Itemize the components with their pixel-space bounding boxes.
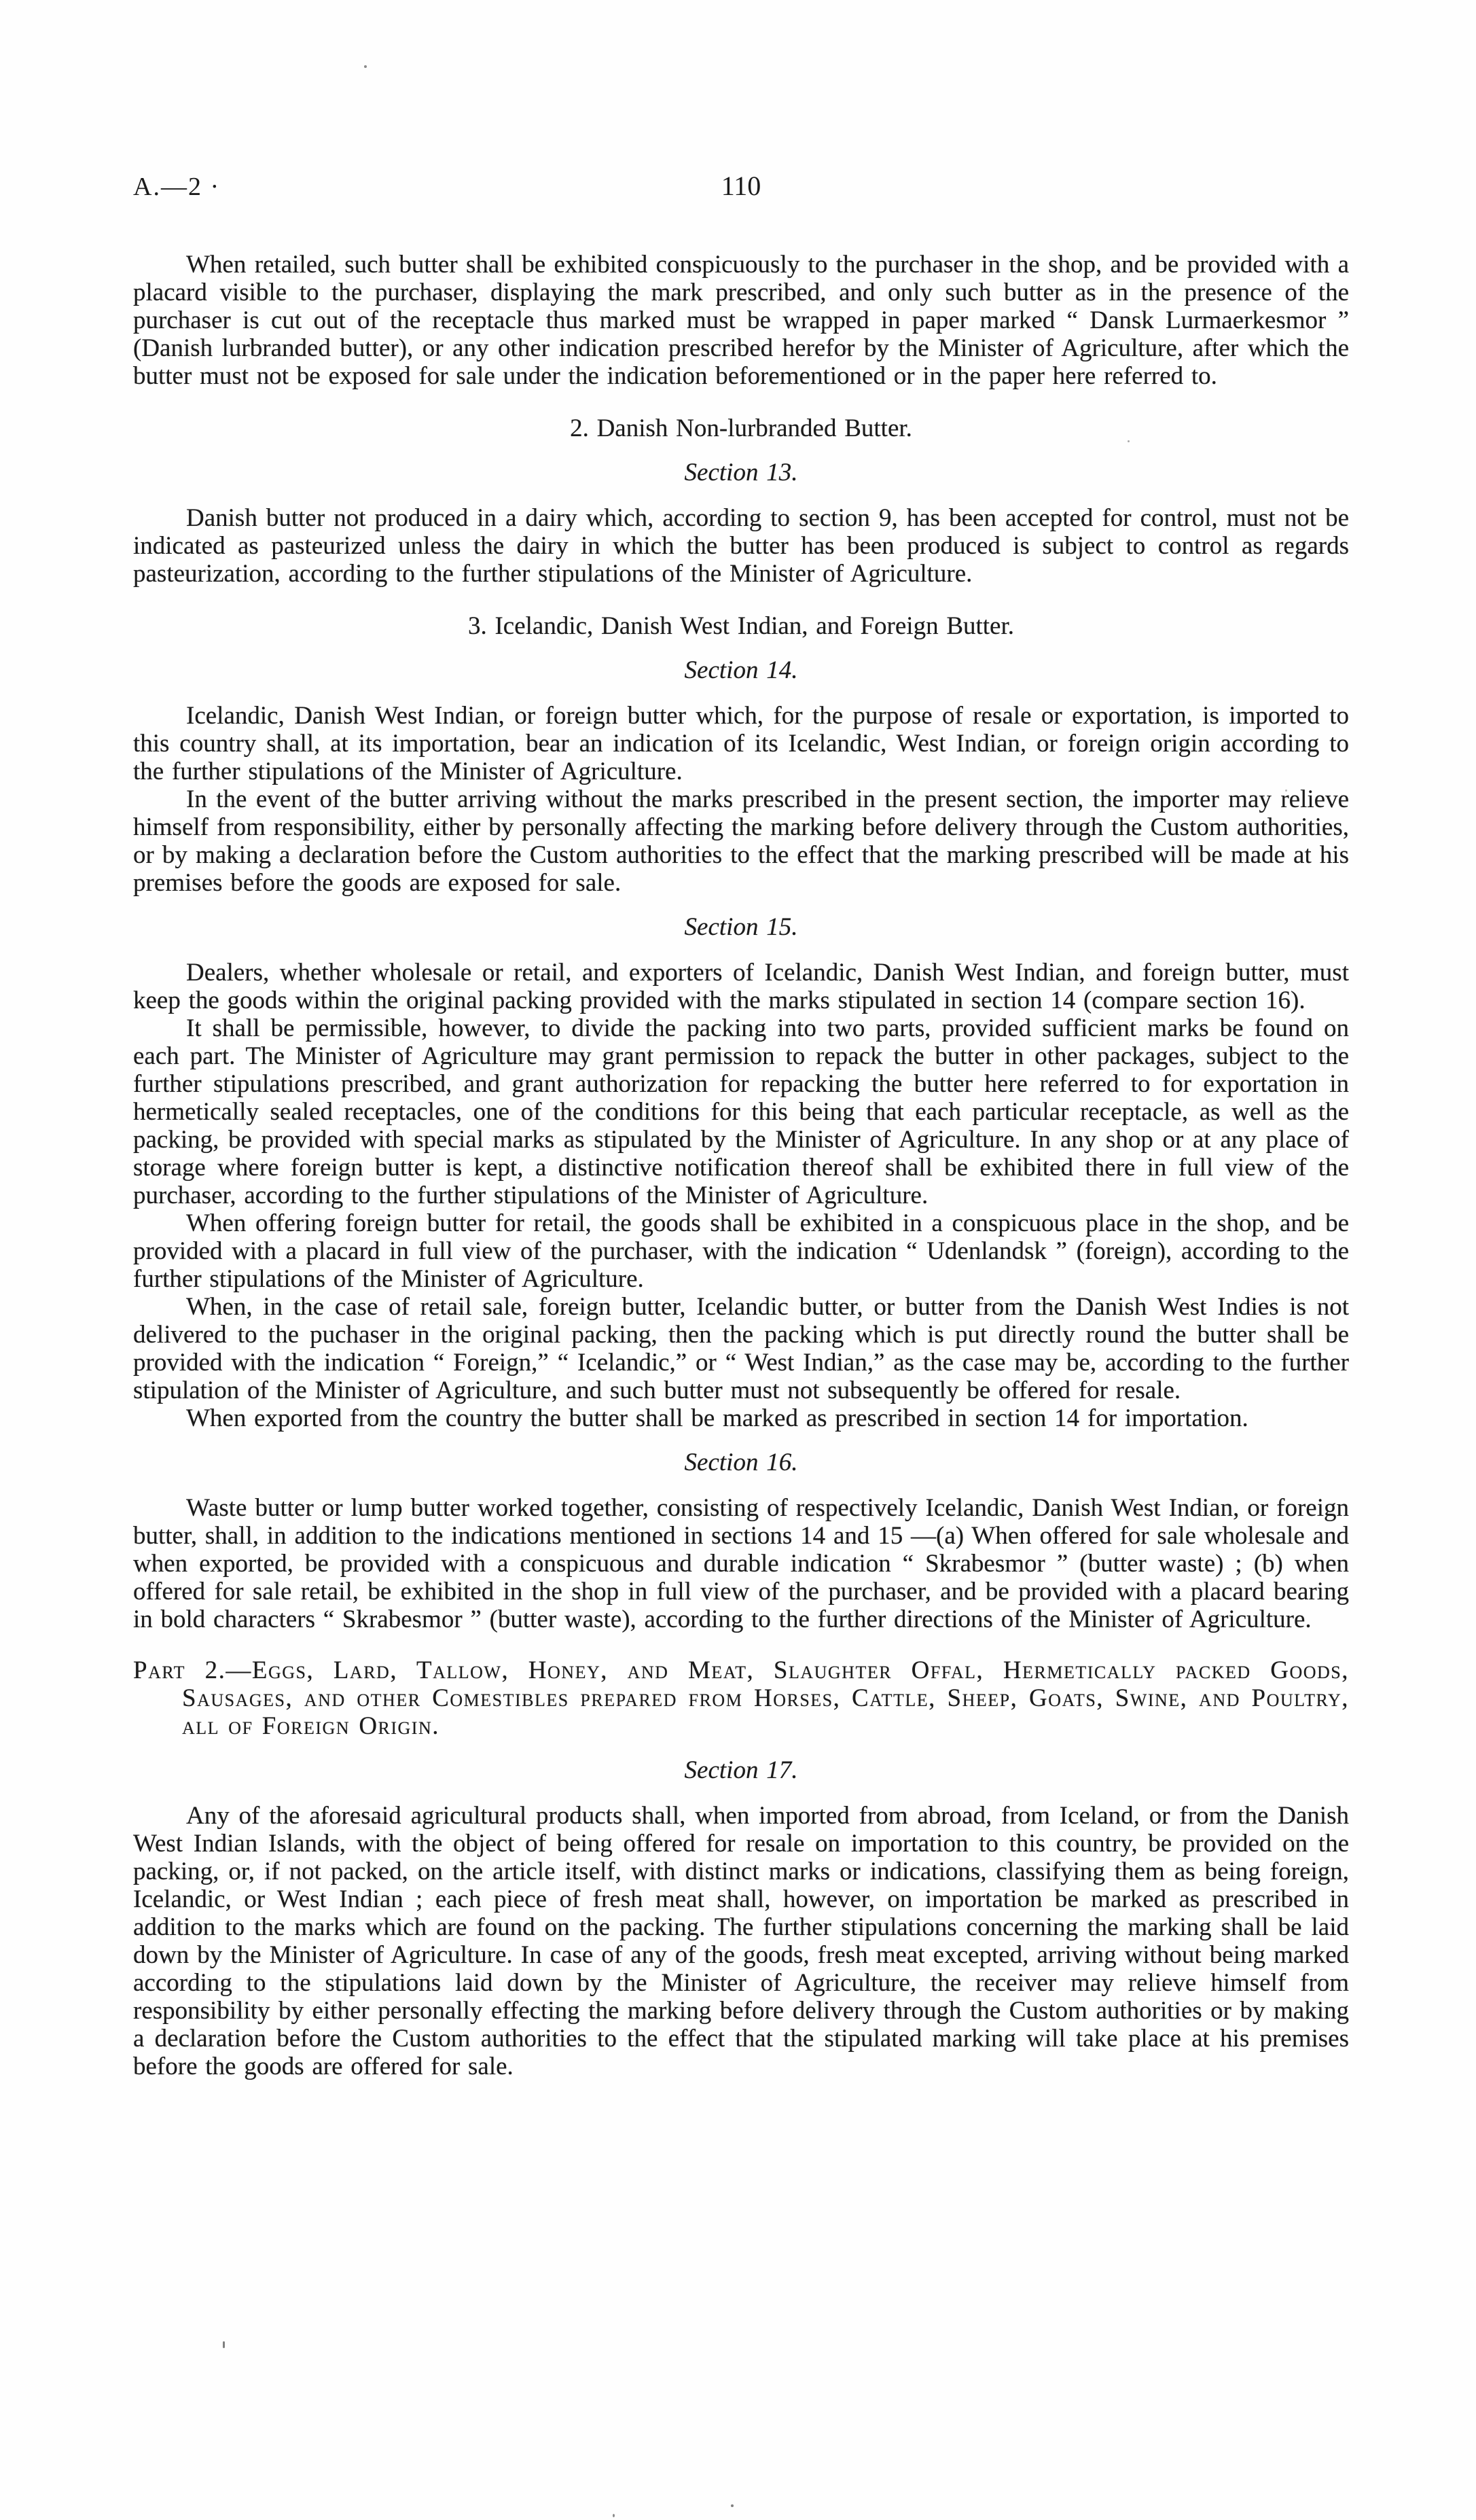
scan-speck (1128, 440, 1130, 442)
section-14-paragraph-1: Icelandic, Danish West Indian, or foreign butter which, for the purpose of resale or exportation, is imported to this country shall, at its importation, bear an indication of its Icelandic, West Indian, or foreign origin according to the further stipulations of the Minister of Agriculture. (133, 702, 1349, 785)
section-15-paragraph-5: When exported from the country the butter shall be marked as prescribed in section 14 for importation. (186, 1404, 1248, 1432)
section-14-label: Section 14. (684, 656, 798, 684)
scan-speck (364, 65, 367, 68)
scan-speck (846, 348, 848, 351)
heading-danish-non-lurbranded-butter: 2. Danish Non-lurbranded Butter. (570, 414, 912, 442)
page-number: 110 (721, 171, 761, 201)
scan-speck (613, 2514, 615, 2517)
scan-speck (731, 2504, 734, 2507)
section-17-label: Section 17. (684, 1756, 798, 1784)
section-15-label: Section 15. (684, 913, 798, 941)
text-column (133, 170, 1349, 2080)
volume-label: A.—2 · (133, 173, 221, 201)
page-header (133, 170, 1349, 202)
paragraph-when-retailed: When retailed, such butter shall be exhibited conspicuously to the purchaser in the shop, and be provided with a placard visible to the purchaser, displaying the mark prescribed, and only such butter as in the presence of the purchaser is cut out of the receptacle thus marked must be wrapped in paper marked “ Dansk Lurmaerkesmor ” (Danish lurbranded butter), or any other indication prescribed herefor by the Minister of Agriculture, after which the butter must not be exposed for sale under the indication beforementioned or in the paper here referred to. (133, 251, 1349, 390)
section-13-label: Section 13. (684, 459, 798, 486)
section-15-paragraph-3: When offering foreign butter for retail, the goods shall be exhibited in a conspicuous place in the shop, and be provided with a placard in full view of the purchaser, with the indication “ Udenlandsk ” (foreign), according to the further stipulations of the Minister of Agriculture. (133, 1209, 1349, 1293)
section-15-paragraph-1: Dealers, whether wholesale or retail, and exporters of Icelandic, Danish West Indian, and foreign butter, must keep the goods within the original packing provided with the marks stipulated in section 14 (compare section 16). (133, 959, 1349, 1014)
section-17-paragraph: Any of the aforesaid agricultural products shall, when imported from abroad, from Iceland, or from the Danish West Indian Islands, with the object of being offered for resale on importation to this country, be provided on the packing, or, if not packed, on the article itself, with distinct marks or indications, classifying them as being foreign, Icelandic, or West Indian ; each piece of fresh meat shall, however, on importation be marked as prescribed in addition to the marks which are found on the packing. The further stipulations concerning the marking shall be laid down by the Minister of Agriculture. In case of any of the goods, fresh meat excepted, arriving without being marked according to the stipulations laid down by the Minister of Agriculture, the receiver may relieve himself from responsibility by either personally effecting the marking before delivery through the Custom authorities or by making a declaration before the Custom authorities to the effect that the stipulated marking will take place at his premises before the goods are offered for sale. (133, 1802, 1349, 2080)
section-15-paragraph-4: When, in the case of retail sale, foreign butter, Icelandic butter, or butter from the Danish West Indies is not delivered to the puchaser in the original packing, then the packing which is put directly round the butter shall be provided with the indication “ Foreign,” “ Icelandic,” or “ West Indian,” as the case may be, according to the further stipulation of the Minister of Agriculture, and such butter must not subsequently be offered for resale. (133, 1293, 1349, 1404)
scan-speck (1285, 789, 1287, 792)
section-15-paragraph-2: It shall be permissible, however, to divide the packing into two parts, provided sufficient marks be found on each part. The Minister of Agriculture may grant permission to repack the butter in other packages, subject to the further stipulations prescribed, and grant authorization for repacking the butter here referred to for exportation in hermetically sealed receptacles, one of the conditions for this being that each particular receptacle, as well as the packing, be provided with special marks as stipulated by the Minister of Agriculture. In any shop or at any place of storage where foreign butter is kept, a distinctive notification thereof shall be exhibited there in full view of the purchaser, according to the further stipulations of the Minister of Agriculture. (133, 1014, 1349, 1209)
heading-icelandic-west-indian-foreign-butter: 3. Icelandic, Danish West Indian, and Foreign Butter. (467, 612, 1015, 640)
section-16-label: Section 16. (684, 1449, 798, 1476)
section-14-paragraph-2: In the event of the butter arriving without the marks prescribed in the present section, the importer may relieve himself from responsibility, either by personally affecting the marking before delivery through the Custom authorities, or by making a declaration before the Custom authorities to the effect that the marking prescribed will be made at his premises before the goods are exposed for sale. (133, 785, 1349, 897)
part-2-heading: Part 2.—Eggs, Lard, Tallow, Honey, and Meat, Slaughter Offal, Hermetically packed Goods, Sausages, and other Comestibles prepared from Horses, Cattle, Sheep, Goats, Swine, and Poultry, all of Foreign Origin. (133, 1656, 1349, 1740)
scan-speck (223, 2341, 225, 2348)
section-16-paragraph: Waste butter or lump butter worked together, consisting of respectively Icelandic, Danish West Indian, or foreign butter, shall, in addition to the indications mentioned in sections 14 and 15 —(a) When offered for sale wholesale and when exported, be provided with a conspicuous and durable indication “ Skrabesmor ” (butter waste) ; (b) when offered for sale retail, be exhibited in the shop in full view of the purchaser, and be provided with a placard bearing in bold characters “ Skrabesmor ” (butter waste), according to the further directions of the Minister of Agriculture. (133, 1494, 1349, 1633)
section-13-paragraph: Danish butter not produced in a dairy which, according to section 9, has been accepted for control, must not be indicated as pasteurized unless the dairy in which the butter has been produced is subject to control as regards pasteurization, according to the further stipulations of the Minister of Agriculture. (133, 504, 1349, 588)
